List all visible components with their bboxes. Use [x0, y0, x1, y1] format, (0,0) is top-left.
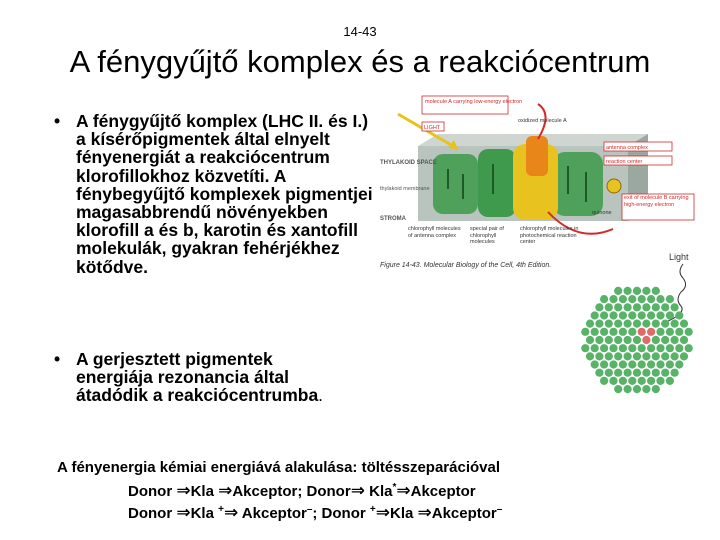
implies-arrow-icon: ⇒: [176, 481, 191, 500]
antenna-molecule: [591, 311, 599, 319]
antenna-molecule: [605, 352, 613, 360]
slide-number: 14-43: [343, 24, 377, 39]
antenna-molecule: [661, 369, 669, 377]
bullet-tail: .: [318, 385, 324, 406]
implies-arrow-icon: ⇒: [218, 481, 233, 500]
eq-text: Akceptor: [431, 505, 497, 522]
antenna-molecule: [671, 303, 679, 311]
antenna-molecule: [661, 336, 669, 344]
antenna-molecule: [675, 311, 683, 319]
antenna-molecule: [586, 320, 594, 328]
antenna-molecule: [581, 344, 589, 352]
antenna-molecule: [624, 385, 632, 393]
equation-heading: A fényenergia kémiai energiává alakulása: töltésszeparációval: [57, 459, 500, 476]
bullet-text: A fénygyűjtő komplex (LHC II. és I.) a kísérőpigmentek által elnyelt fényenergiát a reakciócentrum klorofillokhoz közvetíti. A fénybegyűjtő komplexek pigmentjei magasabbrendű növényekben klorofill a és b, karotin és xantofill molekulák, gyakran fehérjékhez kötődve.: [76, 111, 373, 277]
antenna-molecule: [671, 320, 679, 328]
antenna-molecule: [666, 311, 674, 319]
antenna-molecule: [642, 369, 650, 377]
implies-arrow-icon: ⇒: [417, 503, 432, 522]
antenna-molecule: [652, 303, 660, 311]
figure-caption: Figure 14-43. Molecular Biology of the Cell, 4th Edition.: [380, 262, 552, 269]
antenna-molecule: [647, 360, 655, 368]
bullet-marker: •: [54, 111, 61, 131]
antenna-molecule: [652, 352, 660, 360]
antenna-molecule: [652, 320, 660, 328]
antenna-molecule: [600, 377, 608, 385]
antenna-molecule: [624, 352, 632, 360]
antenna-molecule: [656, 295, 664, 303]
antenna-molecule: [633, 369, 641, 377]
label-stroma: STROMA: [380, 216, 406, 222]
antenna-molecule: [619, 360, 627, 368]
antenna-molecule: [628, 328, 636, 336]
antenna-molecule: [609, 344, 617, 352]
antenna-molecule: [638, 295, 646, 303]
antenna-molecule: [666, 295, 674, 303]
antenna-molecule: [656, 328, 664, 336]
antenna-protein: [553, 152, 603, 216]
charge-minus: –: [496, 504, 503, 515]
photosystem-diagram: [378, 94, 698, 262]
antenna-molecule: [652, 369, 660, 377]
label-oxidized: oxidized molecule A: [518, 118, 567, 124]
antenna-molecule: [642, 287, 650, 295]
antenna-molecule: [609, 377, 617, 385]
antenna-molecule: [595, 303, 603, 311]
antenna-molecule: [680, 352, 688, 360]
antenna-molecule: [642, 385, 650, 393]
label-membrane: thylakoid membrane: [380, 186, 430, 192]
eq-text: Kla: [190, 505, 219, 522]
antenna-molecule: [656, 377, 664, 385]
special-pair: [526, 136, 548, 176]
label-chlorophyll-photochemical: chlorophyll molecules in photochemical reaction center: [520, 226, 579, 245]
antenna-molecule: [638, 311, 646, 319]
antenna-molecule: [652, 287, 660, 295]
antenna-molecule: [595, 352, 603, 360]
antenna-molecule: [656, 344, 664, 352]
implies-arrow-icon: ⇒: [396, 481, 411, 500]
label-reaction-center: reaction center: [606, 159, 643, 165]
antenna-molecule: [624, 287, 632, 295]
antenna-molecule: [614, 287, 622, 295]
antenna-molecule: [624, 336, 632, 344]
bullet-marker: •: [54, 349, 61, 369]
label-antenna: antenna complex: [606, 145, 648, 151]
antenna-molecule: [609, 311, 617, 319]
charge-plus: +: [218, 504, 224, 515]
antenna-molecule: [647, 311, 655, 319]
antenna-molecule: [591, 328, 599, 336]
antenna-molecule: [642, 320, 650, 328]
antenna-molecule: [675, 360, 683, 368]
antenna-molecule: [661, 352, 669, 360]
antenna-molecule: [619, 328, 627, 336]
antenna-molecule: [581, 328, 589, 336]
label-light: LIGHT: [424, 125, 441, 131]
pigment-molecules: [581, 287, 693, 393]
antenna-molecule: [609, 360, 617, 368]
light-label: Light: [669, 252, 689, 262]
label-thylakoid-space: THYLAKOID SPACE: [380, 160, 437, 166]
antenna-molecule: [628, 360, 636, 368]
eq-text: Kla: [389, 505, 418, 522]
antenna-molecule: [666, 344, 674, 352]
antenna-molecule: [628, 311, 636, 319]
antenna-molecule: [614, 303, 622, 311]
antenna-molecule: [586, 336, 594, 344]
charge-plus: +: [369, 504, 376, 515]
antenna-molecule: [638, 360, 646, 368]
charge-minus: –: [306, 504, 313, 515]
antenna-molecule: [605, 320, 613, 328]
antenna-molecule: [633, 320, 641, 328]
antenna-molecule: [671, 369, 679, 377]
antenna-molecule: [652, 336, 660, 344]
antenna-molecule: [605, 369, 613, 377]
antenna-protein: [433, 154, 478, 214]
label-quinone: quinone: [592, 210, 612, 216]
label-chlorophyll-antenna: chlorophyll molecules of antenna complex: [408, 226, 461, 239]
antenna-molecule: [600, 360, 608, 368]
antenna-molecule: [638, 344, 646, 352]
antenna-molecule: [628, 377, 636, 385]
antenna-molecule: [605, 303, 613, 311]
antenna-molecule: [595, 336, 603, 344]
antenna-molecule: [661, 320, 669, 328]
excited-mark: *: [392, 482, 397, 493]
eq-text: Donor: [128, 483, 177, 500]
antenna-molecule: [675, 344, 683, 352]
antenna-molecule: [614, 320, 622, 328]
reaction-center-molecule: [647, 328, 655, 336]
antenna-molecule: [619, 377, 627, 385]
eq-text: Akceptor: [410, 483, 476, 500]
antenna-molecule: [633, 385, 641, 393]
antenna-molecule: [680, 336, 688, 344]
antenna-molecule: [685, 328, 693, 336]
antenna-molecule: [647, 377, 655, 385]
antenna-complex-illustration: [565, 250, 715, 400]
antenna-molecule: [605, 336, 613, 344]
antenna-molecule: [656, 311, 664, 319]
antenna-molecule: [600, 295, 608, 303]
label-exit-wrap: [624, 195, 694, 221]
equation-line-1: [128, 481, 476, 501]
eq-text: Kla: [190, 483, 219, 500]
implies-arrow-icon: ⇒: [223, 503, 239, 522]
label-special-pair-wrap: [470, 226, 518, 252]
antenna-protein: [478, 149, 516, 217]
antenna-molecule: [624, 369, 632, 377]
antenna-molecule: [633, 287, 641, 295]
antenna-molecule: [671, 336, 679, 344]
antenna-molecule: [614, 385, 622, 393]
label-molecule-a: molecule A carrying low-energy electron: [425, 99, 523, 105]
label-chl-photo-wrap: [520, 226, 590, 252]
antenna-molecule: [614, 336, 622, 344]
antenna-molecule: [642, 303, 650, 311]
antenna-molecule: [647, 344, 655, 352]
eq-text: ; Donor: [312, 505, 370, 522]
antenna-molecule: [647, 295, 655, 303]
bullet-text: A gerjesztett pigmentek energiája rezonancia által átadódik a reakciócentrumba: [76, 349, 319, 406]
eq-text: Donor: [128, 505, 177, 522]
antenna-molecule: [591, 344, 599, 352]
antenna-molecule: [600, 344, 608, 352]
antenna-molecule: [628, 295, 636, 303]
equation-line-2: [128, 503, 502, 523]
bullet-light-harvesting: [54, 111, 376, 277]
antenna-molecule: [680, 320, 688, 328]
antenna-molecule: [685, 344, 693, 352]
antenna-molecule: [614, 352, 622, 360]
antenna-molecule: [633, 303, 641, 311]
antenna-molecule: [614, 369, 622, 377]
reaction-center-molecule: [638, 328, 646, 336]
eq-text: Akceptor; Donor: [232, 483, 351, 500]
implies-arrow-icon: ⇒: [176, 503, 191, 522]
label-chl-antenna-wrap: [408, 226, 466, 252]
antenna-molecule: [661, 303, 669, 311]
antenna-molecule: [619, 295, 627, 303]
antenna-molecule: [609, 295, 617, 303]
antenna-molecule: [652, 385, 660, 393]
antenna-molecule: [609, 328, 617, 336]
antenna-molecule: [600, 311, 608, 319]
antenna-molecule: [619, 344, 627, 352]
antenna-molecule: [624, 320, 632, 328]
antenna-molecule: [656, 360, 664, 368]
antenna-molecule: [633, 352, 641, 360]
label-special-pair: special pair of chlorophyll molecules: [470, 226, 504, 245]
antenna-molecule: [633, 336, 641, 344]
eq-text: Kla: [364, 483, 393, 500]
slide-title: A fénygyűjtő komplex és a reakciócentrum: [69, 44, 651, 79]
antenna-molecule: [666, 360, 674, 368]
antenna-molecule: [624, 303, 632, 311]
antenna-molecule: [600, 328, 608, 336]
antenna-molecule: [675, 328, 683, 336]
antenna-molecule: [671, 352, 679, 360]
quinone-icon: [607, 179, 621, 193]
eq-text: Akceptor: [238, 505, 307, 522]
label-exit: exit of molecule B carrying high-energy electron: [624, 195, 689, 208]
antenna-molecule: [619, 311, 627, 319]
antenna-molecule: [642, 352, 650, 360]
antenna-molecule: [638, 377, 646, 385]
implies-arrow-icon: ⇒: [375, 503, 390, 522]
reaction-center-molecule: [642, 336, 650, 344]
antenna-molecule: [586, 352, 594, 360]
bullet-resonance: [54, 349, 346, 406]
antenna-molecule: [628, 344, 636, 352]
antenna-molecule: [591, 360, 599, 368]
antenna-molecule: [595, 320, 603, 328]
antenna-molecule: [666, 377, 674, 385]
implies-arrow-icon: ⇒: [350, 481, 365, 500]
antenna-molecule: [595, 369, 603, 377]
antenna-molecule: [666, 328, 674, 336]
